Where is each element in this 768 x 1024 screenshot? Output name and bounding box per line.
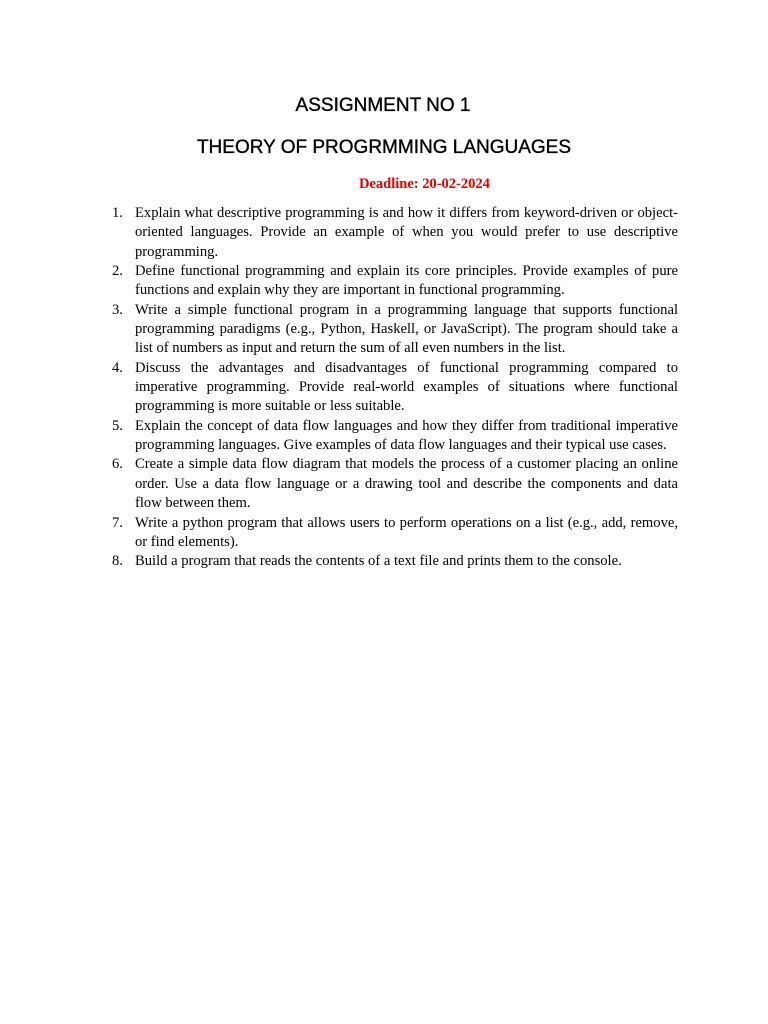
deadline-text: Deadline: 20-02-2024 bbox=[359, 176, 490, 192]
question-number: 3. bbox=[112, 301, 123, 318]
question-text: Create a simple data flow diagram that models the process of a customer placing an online order. Use a data flow language or a drawing tool and describe the components and data flow between them. bbox=[135, 456, 678, 512]
course-title: THEORY OF PROGRMMING LANGUAGES bbox=[196, 137, 572, 158]
question-number: 5. bbox=[112, 417, 123, 434]
list-item bbox=[108, 359, 678, 417]
list-item bbox=[108, 262, 678, 301]
list-item bbox=[108, 455, 678, 513]
list-item bbox=[108, 514, 678, 553]
list-item bbox=[108, 417, 678, 456]
question-number: 4. bbox=[112, 359, 123, 376]
question-number: 7. bbox=[112, 514, 123, 531]
question-text: Build a program that reads the contents of a text file and prints them to the console. bbox=[135, 553, 622, 570]
question-list bbox=[108, 204, 678, 572]
question-text: Define functional programming and explain its core principles. Provide examples of pure functions and explain why they are important in functional programming. bbox=[135, 263, 678, 299]
question-number: 6. bbox=[112, 456, 123, 473]
question-text: Explain what descriptive programming is and how it differs from keyword-driven or object-oriented languages. Provide an example of when you would prefer to use descriptive programming. bbox=[135, 205, 678, 260]
question-number: 2. bbox=[112, 263, 123, 280]
question-number: 1. bbox=[112, 205, 123, 221]
question-number: 8. bbox=[112, 553, 123, 570]
question-text: Write a simple functional program in a programming language that supports functional programming paradigms (e.g., Python, Haskell, or JavaScript). The program should take a list of numbers as input and return the sum of all even numbers in the list. bbox=[135, 301, 678, 357]
assignment-title: ASSIGNMENT NO 1 bbox=[295, 95, 471, 116]
list-item bbox=[108, 301, 678, 359]
list-item bbox=[108, 552, 678, 571]
question-text: Write a python program that allows users to perform operations on a list (e.g., add, remove, or find elements). bbox=[135, 514, 678, 550]
question-text: Discuss the advantages and disadvantages of functional programming compared to imperative programming. Provide real-world examples of situations where functional programming is more suitable or less suitable. bbox=[135, 359, 678, 415]
list-item bbox=[108, 204, 678, 262]
question-text: Explain the concept of data flow languages and how they differ from traditional imperative programming languages. Give examples of data flow languages and their typical use cases. bbox=[135, 417, 678, 454]
